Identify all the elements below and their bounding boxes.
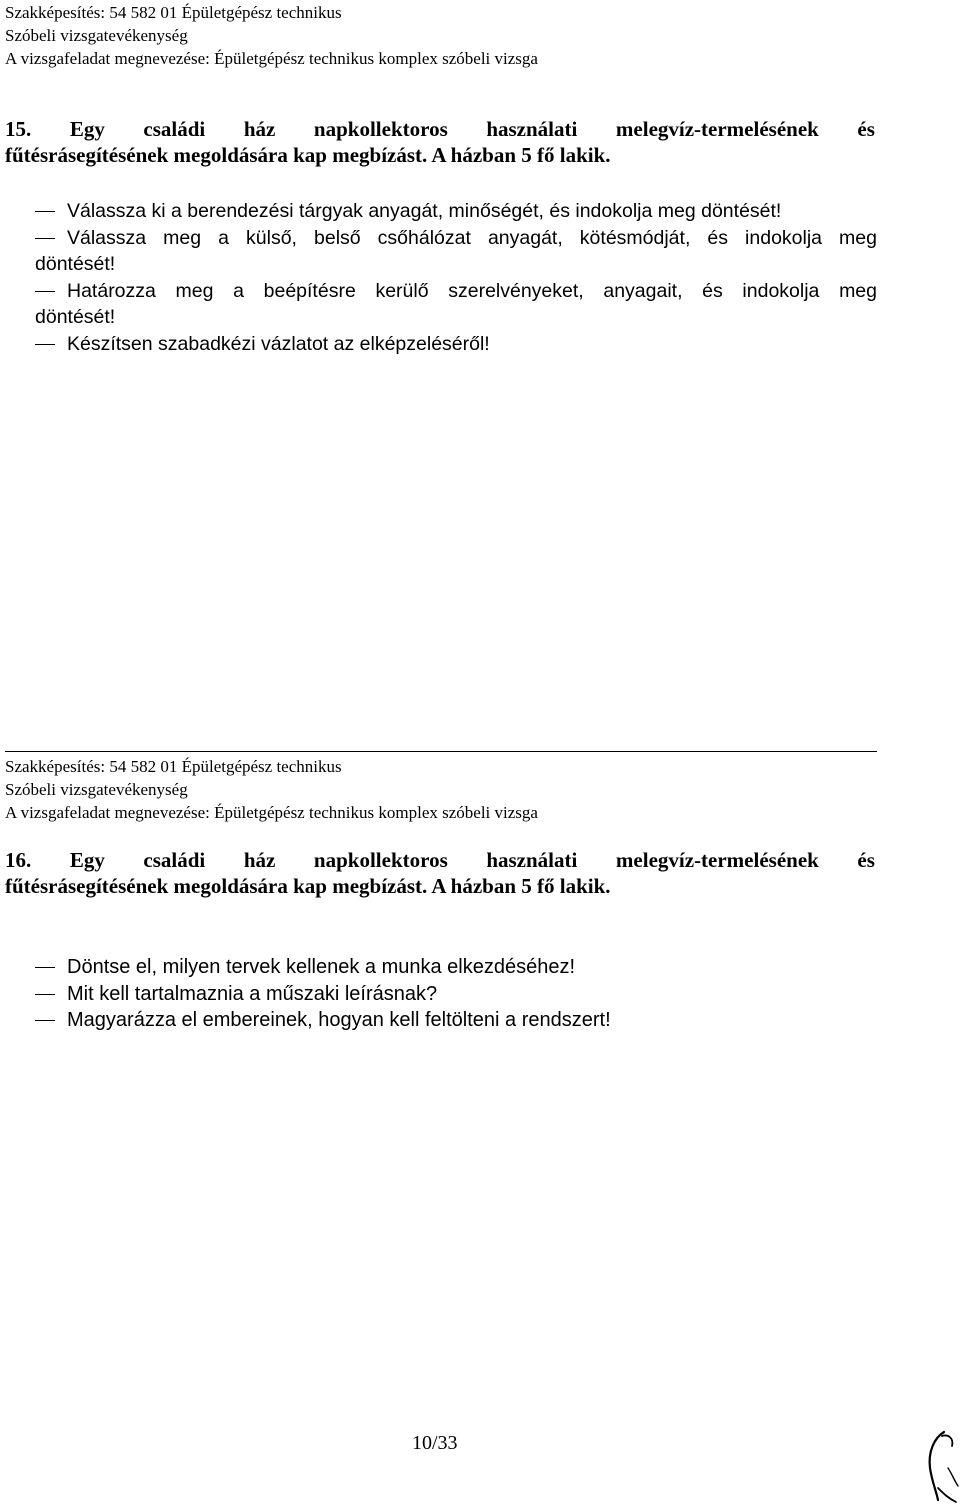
question-15-heading xyxy=(5,116,875,168)
page-number: 10/33 xyxy=(412,1432,458,1454)
heading-word: Egy xyxy=(69,117,105,141)
question-heading-line xyxy=(5,116,875,142)
task-text: Döntse el, milyen tervek kellenek a munka elkezdéséhez! xyxy=(67,956,576,978)
header-activity: Szóbeli vizsgatevékenység xyxy=(5,26,188,45)
heading-word: napkollektoros xyxy=(313,117,448,141)
task-item xyxy=(35,1007,877,1034)
dash-bullet-icon xyxy=(35,291,55,292)
heading-word: melegvíz-termelésének xyxy=(615,848,819,872)
heading-word: Egy xyxy=(69,848,105,872)
heading-word: melegvíz-termelésének xyxy=(615,117,819,141)
header-task-name: A vizsgafeladat megnevezése: Épületgépész technikus komplex szóbeli vizsga xyxy=(5,49,538,68)
heading-word: 16. xyxy=(5,848,32,872)
heading-word: és xyxy=(857,848,875,872)
dash-bullet-icon xyxy=(35,994,55,995)
task-text: Válassza ki a berendezési tárgyak anyagát, minőségét, és indokolja meg döntését! xyxy=(67,200,782,222)
heading-word: ház xyxy=(243,117,276,141)
header-qualification: Szakképesítés: 54 582 01 Épületgépész technikus xyxy=(5,757,342,776)
heading-word: 15. xyxy=(5,117,32,141)
header-task-name: A vizsgafeladat megnevezése: Épületgépész technikus komplex szóbeli vizsga xyxy=(5,803,538,822)
task-item xyxy=(35,278,877,331)
page-header xyxy=(5,755,538,824)
question-heading-line xyxy=(5,847,875,873)
heading-word: ház xyxy=(243,848,276,872)
heading-word: napkollektoros xyxy=(313,848,448,872)
heading-word: családi xyxy=(143,117,206,141)
question-16-tasks xyxy=(35,954,877,1034)
question-15-tasks xyxy=(35,198,877,357)
header-qualification: Szakképesítés: 54 582 01 Épületgépész technikus xyxy=(5,3,342,22)
question-heading-line: fűtésrásegítésének megoldására kap megbízást. A házban 5 fő lakik. xyxy=(5,874,611,898)
dash-bullet-icon xyxy=(35,1020,55,1021)
task-item xyxy=(35,331,877,358)
heading-word: használati xyxy=(486,117,578,141)
heading-word: használati xyxy=(486,848,578,872)
task-text: Válassza meg a külső, belső csőhálózat anyagát, kötésmódját, és indokolja meg xyxy=(67,226,877,249)
task-text-continuation: döntését! xyxy=(35,253,116,275)
task-item xyxy=(35,198,877,225)
page-header xyxy=(5,1,538,70)
task-text: Mit kell tartalmaznia a műszaki leírásnak? xyxy=(67,982,438,1005)
header-activity: Szóbeli vizsgatevékenység xyxy=(5,780,188,799)
task-text: Készítsen szabadkézi vázlatot az elképzeléséről! xyxy=(67,332,490,355)
question-16-heading xyxy=(5,847,875,899)
heading-word: családi xyxy=(143,848,206,872)
dash-bullet-icon xyxy=(35,238,55,239)
task-text: Magyarázza el embereinek, hogyan kell feltölteni a rendszert! xyxy=(67,1009,611,1031)
task-text-continuation: döntését! xyxy=(35,306,116,328)
page-separator xyxy=(5,751,877,752)
task-item xyxy=(35,225,877,278)
signature-icon xyxy=(918,1428,960,1506)
question-heading-line: fűtésrásegítésének megoldására kap megbízást. A házban 5 fő lakik. xyxy=(5,143,611,167)
dash-bullet-icon xyxy=(35,967,55,968)
heading-word: és xyxy=(857,117,875,141)
task-item xyxy=(35,954,877,981)
dash-bullet-icon xyxy=(35,211,55,212)
dash-bullet-icon xyxy=(35,344,55,345)
task-item xyxy=(35,981,877,1008)
task-text: Határozza meg a beépítésre kerülő szerelvényeket, anyagait, és indokolja meg xyxy=(67,279,877,302)
